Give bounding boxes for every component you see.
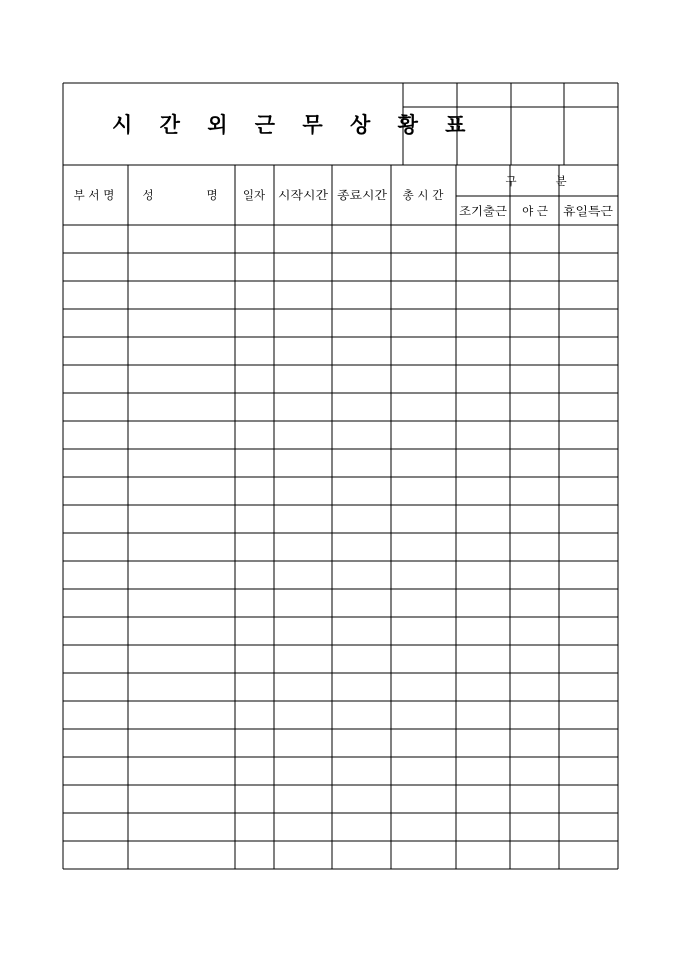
header-date: 일자 bbox=[242, 188, 266, 202]
header-name-right: 명 bbox=[206, 188, 218, 202]
header-end-time: 종료시간 bbox=[337, 188, 389, 202]
form-title: 시 간 외 근 무 상 황 표 bbox=[112, 113, 476, 137]
header-category-right: 분 bbox=[555, 174, 567, 188]
header-total-time: 총 시 간 bbox=[402, 188, 444, 202]
header-start-time: 시작시간 bbox=[278, 188, 330, 202]
header-holiday-work: 휴일특근 bbox=[563, 204, 613, 218]
header-early-arrival: 조기출근 bbox=[459, 204, 507, 218]
header-category-left: 구 bbox=[505, 174, 517, 188]
header-dept: 부 서 명 bbox=[73, 188, 115, 202]
header-night-work: 야 근 bbox=[522, 204, 548, 218]
header-name-left: 성 bbox=[142, 188, 154, 202]
